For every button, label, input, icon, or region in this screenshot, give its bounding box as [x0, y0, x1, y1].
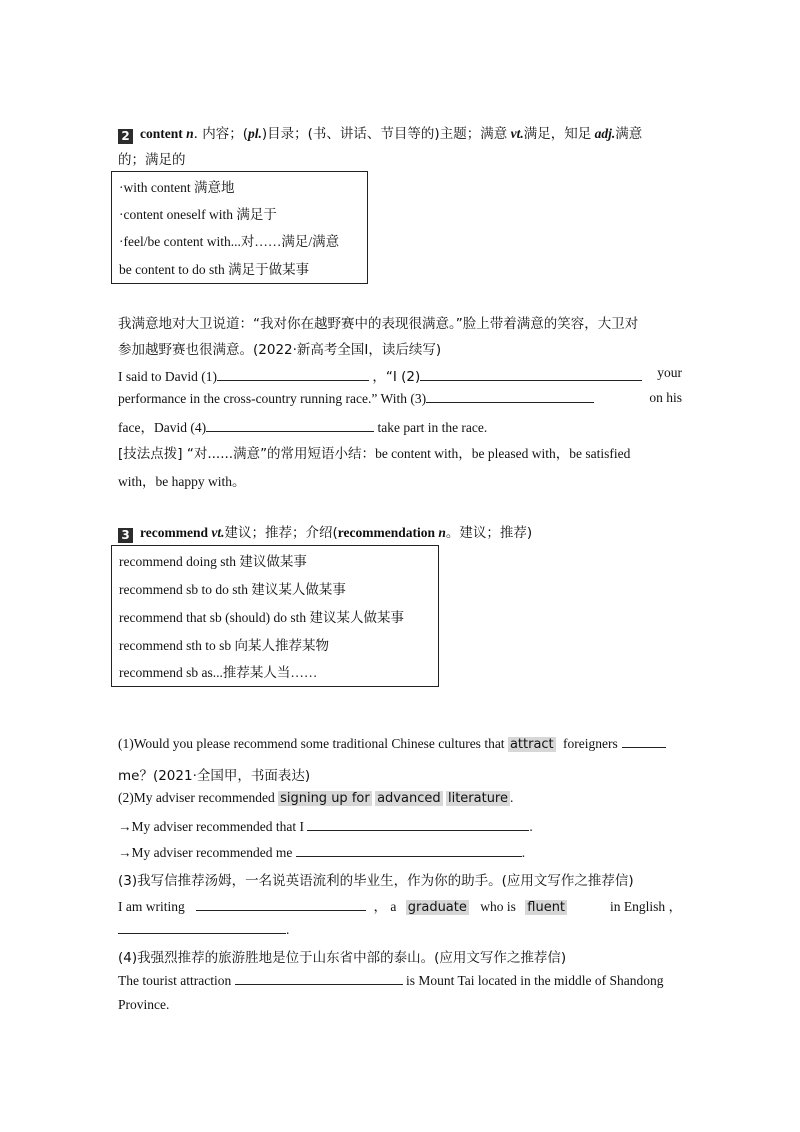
- exercise-text: I said to David (1): [118, 369, 217, 384]
- phrase-item: recommend sth to sb 向某人推荐某物: [119, 638, 329, 653]
- section-number-badge: 3: [118, 528, 133, 543]
- section-2-heading: [118, 122, 682, 144]
- definition-text: 建议；推荐；介绍(: [224, 525, 338, 541]
- question-text: who is: [480, 899, 516, 914]
- rewrite-text: →My adviser recommended me: [118, 845, 293, 860]
- tip-text: be content with，be pleased with，be satisfied: [375, 446, 631, 461]
- exercise-text: take part in the race.: [377, 420, 488, 435]
- phrase-item: recommend that sb (should) do sth 建议某人做某事: [119, 610, 404, 625]
- pos-label: vt.: [211, 525, 225, 540]
- exercise-text: performance in the cross-country running race.” With (3): [118, 391, 427, 406]
- answer-blank[interactable]: [235, 972, 403, 985]
- question-text: I am writing: [118, 899, 185, 914]
- question-text: (2)My adviser recommended: [118, 790, 275, 805]
- highlighted-word: literature: [447, 791, 508, 806]
- pos-label: adj.: [594, 126, 616, 141]
- definition-text: 满意: [615, 126, 643, 142]
- exercise-text: ，“I (2): [372, 369, 421, 385]
- question-4-line: [118, 972, 682, 989]
- rewrite-text: →My adviser recommended that I: [118, 819, 304, 834]
- section-3-heading: [118, 521, 682, 543]
- answer-blank-3[interactable]: [426, 390, 594, 403]
- question-3-line: [118, 895, 682, 915]
- question-text: foreigners: [563, 736, 618, 751]
- answer-blank-4[interactable]: [206, 419, 374, 432]
- phrase-item: ·with content 满意地: [119, 180, 235, 195]
- phrase-item: be content to do sth 满足于做某事: [119, 262, 310, 277]
- definition-text: )目录；(书、讲话、节目等的)主题；满意: [261, 126, 508, 142]
- exercise-prompt: 我满意地对大卫说道：“我对你在越野赛中的表现很满意。”脸上带着满意的笑容，大卫对: [118, 316, 639, 332]
- section-number-badge: 2: [118, 129, 133, 144]
- pos-label: n: [438, 525, 446, 540]
- answer-blank[interactable]: [622, 735, 666, 748]
- question-4-continued: Province.: [118, 997, 170, 1012]
- phrase-item: recommend sb to do sth 建议某人做某事: [119, 582, 346, 597]
- answer-blank[interactable]: [196, 898, 366, 911]
- question-text: in English ，: [609, 899, 682, 914]
- rewrite-line: →My adviser recommended me .: [118, 845, 526, 860]
- question-text: (1)Would you please recommend some traditional Chinese cultures that: [118, 736, 505, 751]
- headword: content: [140, 126, 183, 141]
- answer-blank-2[interactable]: [420, 368, 642, 381]
- headword-derivative: recommendation: [337, 525, 436, 540]
- definition-text: 满足，知足: [523, 126, 592, 142]
- question-text: The tourist attraction: [118, 973, 232, 988]
- rewrite-line: →My adviser recommended that I .: [118, 819, 533, 834]
- exercise-prompt: 参加越野赛也很满意。(2022·新高考全国Ⅰ，读后续写): [118, 342, 442, 358]
- exercise-text: your: [657, 365, 682, 380]
- question-source: me？(2021·全国甲，书面表达): [118, 768, 311, 784]
- phrase-box: [111, 545, 439, 687]
- question-1-line: [118, 735, 682, 752]
- tip-line: [118, 442, 682, 462]
- exercise-line: [118, 365, 682, 385]
- highlighted-word: attract: [509, 737, 554, 752]
- highlighted-word: advanced: [377, 791, 441, 806]
- answer-blank-1[interactable]: [217, 368, 369, 381]
- pos-label: vt.: [510, 126, 524, 141]
- headword: recommend: [140, 525, 208, 540]
- answer-blank[interactable]: [307, 818, 529, 831]
- highlighted-word: graduate: [407, 900, 467, 915]
- pos-label: pl.: [248, 126, 262, 141]
- question-text: .: [510, 790, 514, 805]
- phrase-box: [111, 171, 368, 284]
- phrase-item: ·content oneself with 满足于: [119, 207, 277, 222]
- question-4-prompt: (4)我强烈推荐的旅游胜地是位于山东省中部的泰山。(应用文写作之推荐信): [118, 950, 567, 966]
- pos-label: n: [186, 126, 194, 141]
- phrase-item: ·feel/be content with...对……满足/满意: [119, 234, 340, 249]
- highlighted-word: signing up for: [280, 791, 370, 806]
- definition-continued: 的；满足的: [118, 152, 186, 168]
- exercise-text: face，David (4): [118, 420, 207, 435]
- tip-line: with，be happy with。: [118, 474, 246, 489]
- definition-text: . 内容；(: [193, 126, 248, 142]
- phrase-item: recommend doing sth 建议做某事: [119, 554, 307, 569]
- exercise-line: [118, 416, 682, 436]
- exercise-line: [118, 390, 682, 407]
- question-text: is Mount Tai located in the middle of Shandong: [405, 973, 664, 988]
- answer-blank[interactable]: [296, 844, 522, 857]
- highlighted-word: fluent: [527, 900, 566, 915]
- definition-text: 。建议；推荐): [445, 525, 533, 541]
- question-2-line: [118, 790, 682, 806]
- tip-label: [技法点拨] “对......满意”的常用短语小结：: [118, 446, 376, 462]
- exercise-text: on his: [649, 390, 682, 405]
- question-3-continued: .: [118, 921, 682, 938]
- answer-blank[interactable]: [118, 921, 286, 934]
- question-3-prompt: (3)我写信推荐汤姆，一名说英语流利的毕业生，作为你的助手。(应用文写作之推荐信): [118, 873, 634, 889]
- question-text: ， a: [373, 899, 397, 914]
- phrase-item: recommend sb as...推荐某人当……: [119, 665, 318, 680]
